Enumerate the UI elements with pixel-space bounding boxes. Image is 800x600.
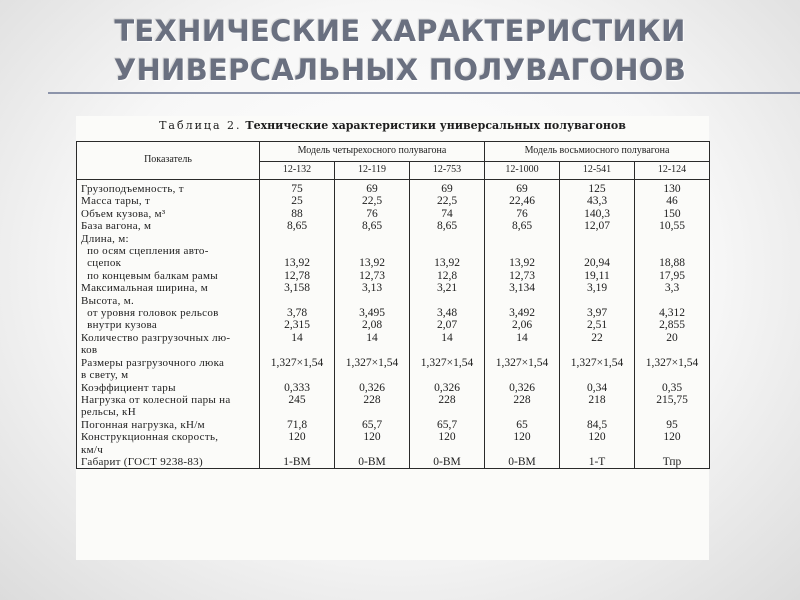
row-value-line [485,245,559,257]
row-value [635,282,710,294]
row-value-line: 14 [441,331,453,344]
row-value [260,382,335,394]
row-value-line: 19,11 [584,269,610,282]
table-row [77,357,710,382]
row-value-line [335,444,409,456]
row-value-line [260,295,334,307]
row-value [410,180,485,196]
row-value-line: 0,326 [509,381,535,394]
row-value-line: 3,134 [509,282,535,295]
row-value-line: 20 [666,331,678,344]
row-value-line [410,444,484,456]
row-value [485,394,560,419]
row-value [260,195,335,207]
row-value [635,382,710,394]
row-value-line [410,233,484,245]
row-value [410,295,485,332]
row-value [635,332,710,357]
row-value-line [560,444,634,456]
row-value [635,357,710,382]
row-value-line: 1,327×1,54 [420,356,474,369]
row-param [77,394,260,419]
row-param [77,357,260,382]
row-value [635,456,710,469]
row-value [335,295,410,332]
row-value-line: 13,92 [434,257,460,270]
row-value-line: 0-ВМ [358,455,386,468]
row-value [335,382,410,394]
row-value [560,220,635,232]
row-param [77,431,260,456]
row-value [635,220,710,232]
row-value [485,456,560,469]
row-param [77,233,260,283]
row-value-line [635,369,709,381]
table-caption-label: Таблица 2. [159,119,242,132]
row-value-line: 0,326 [359,381,385,394]
row-value [260,208,335,220]
row-value-line: 46 [666,195,678,208]
row-value-line [260,344,334,356]
row-value [560,195,635,207]
row-param-line: Конструкционная скорость, [81,431,219,444]
table-row [77,382,710,394]
row-param-line: Габарит (ГОСТ 9238-83) [81,455,203,468]
table-row [77,419,710,431]
row-value [260,394,335,419]
row-value-line [485,344,559,356]
row-value-line: 13,92 [509,257,535,270]
row-param-line: Максимальная ширина, м [81,282,209,295]
row-value [260,233,335,283]
row-value-line: 8,65 [511,220,533,233]
row-value-line [260,406,334,418]
row-value-line: 20,94 [584,257,610,270]
row-value [560,233,635,283]
title-divider [48,92,800,94]
row-value-line: 12,78 [284,269,310,282]
row-value-line: 130 [663,183,681,195]
row-value-line [410,245,484,257]
row-value-line: 228 [513,393,531,406]
row-value [485,180,560,196]
table-row [77,332,710,357]
row-value [410,233,485,283]
row-value-line: 1,327×1,54 [570,356,624,369]
row-value-line: 120 [363,431,381,444]
row-value [560,394,635,419]
row-value-line [485,369,559,381]
row-value-line [335,406,409,418]
row-value [260,357,335,382]
row-param-line: База вагона, м [81,220,152,233]
row-value-line [260,369,334,381]
slide-title-line-2: УНИВЕРСАЛЬНЫХ ПОЛУВАГОНОВ [113,53,687,87]
row-value-line: 2,855 [659,319,685,332]
row-value-line: 2,07 [436,319,458,332]
row-value-line [635,406,709,418]
row-value [635,208,710,220]
row-value [410,456,485,469]
row-value [485,208,560,220]
row-value-line: 76 [366,207,378,220]
row-value-line [560,344,634,356]
row-value [485,431,560,456]
row-param-line: Объем кузова, м³ [81,207,166,220]
row-value-line: 76 [516,207,528,220]
table-row [77,456,710,469]
row-value-line: 69 [366,183,378,195]
row-value [560,180,635,196]
row-value [635,233,710,283]
row-param-line: Коэффициент тары [81,381,176,394]
row-value-line: 3,13 [361,282,383,295]
row-value-line [485,295,559,307]
row-value-line: 1,327×1,54 [345,356,399,369]
row-value-line: 14 [366,331,378,344]
row-value-line [335,245,409,257]
row-value [560,332,635,357]
row-value-line: 22,46 [509,195,535,208]
row-value [335,233,410,283]
row-value-line: 0-ВМ [508,455,536,468]
row-value-line: 65,7 [436,418,458,431]
row-value [560,419,635,431]
row-value-line [560,295,634,307]
row-value-line: 120 [513,431,531,444]
row-value-line: 3,48 [436,307,458,320]
table-row [77,220,710,232]
row-value-line: 22,5 [436,195,458,208]
row-value-line: 12,73 [359,269,385,282]
row-value [410,208,485,220]
row-value [260,332,335,357]
row-value-line: 65 [516,418,528,431]
row-value-line: 71,8 [286,418,308,431]
row-value-line [335,344,409,356]
row-param-line: по концевым балкам рамы [81,269,218,282]
row-value-line: 150 [663,207,681,220]
row-value [410,394,485,419]
row-value-line [485,406,559,418]
table-row [77,208,710,220]
row-value-line [635,344,709,356]
row-value [485,332,560,357]
row-value-line: 3,158 [284,282,310,295]
row-param [77,220,260,232]
row-value-line: 8,65 [286,220,308,233]
row-value-line [410,406,484,418]
row-value-line: 3,78 [286,307,308,320]
row-value-line: 75 [291,183,303,195]
row-value-line: 228 [438,393,456,406]
header-model: 12-119 [335,162,410,180]
row-value-line: 120 [588,431,606,444]
row-value-line: 8,65 [436,220,458,233]
row-value [560,382,635,394]
row-value-line: 43,3 [586,195,608,208]
row-value-line: 0,34 [586,381,608,394]
row-value [260,180,335,196]
row-value-line: 0-ВМ [433,455,461,468]
row-value [485,233,560,283]
row-value [560,456,635,469]
table-row [77,180,710,196]
header-model: 12-753 [410,162,485,180]
row-value-line: 1-ВМ [283,455,311,468]
row-param-line: по осям сцепления авто- [81,245,209,258]
row-value [410,282,485,294]
row-value [485,419,560,431]
header-model: 12-124 [635,162,710,180]
slide-title [0,12,800,90]
row-value-line: 12,73 [509,269,535,282]
header-model: 12-541 [560,162,635,180]
row-value-line: 120 [663,431,681,444]
row-value [485,195,560,207]
row-value-line: 1,327×1,54 [645,356,699,369]
row-value-line [560,233,634,245]
row-value-line: 74 [441,207,453,220]
row-value-line: 14 [291,331,303,344]
row-value-line: 2,06 [511,319,533,332]
row-param-line: км/ч [81,443,104,456]
row-param [77,456,260,469]
row-value [335,180,410,196]
row-value-line [485,233,559,245]
header-group-eight-axle: Модель восьмиосного полувагона [485,142,710,162]
row-value [335,220,410,232]
row-value [335,332,410,357]
table-row [77,431,710,456]
row-value [485,282,560,294]
row-value [635,394,710,419]
row-value [410,220,485,232]
table-row [77,233,710,283]
row-value-line: 13,92 [284,257,310,270]
row-value-line: 4,312 [659,307,685,320]
row-param-line: сцепок [81,257,122,270]
row-value [485,357,560,382]
row-value-line: 0,35 [661,381,683,394]
row-value [410,332,485,357]
row-value-line [485,444,559,456]
row-value-line [560,406,634,418]
row-param-line: Высота, м. [81,294,134,307]
table-caption [76,119,709,132]
row-value-line: 8,65 [361,220,383,233]
row-value-line: 3,492 [509,307,535,320]
row-value-line [260,245,334,257]
row-value-line: 218 [588,393,606,406]
row-param-line: рельсы, кН [81,406,136,419]
row-value-line: 2,08 [361,319,383,332]
table-row [77,394,710,419]
row-value-line [635,444,709,456]
row-param-line: Масса тары, т [81,195,151,208]
row-value-line: 84,5 [586,418,608,431]
row-value-line: 245 [288,393,306,406]
row-value-line [260,233,334,245]
row-param-line: Длина, м: [81,232,129,245]
row-param [77,419,260,431]
row-value [410,431,485,456]
row-value-line: 25 [291,195,303,208]
row-value-line: 120 [288,431,306,444]
row-param-line: Грузоподъемность, т [81,183,184,195]
row-value [560,357,635,382]
row-value-line [260,444,334,456]
row-value-line [635,233,709,245]
row-value-line [635,295,709,307]
row-value-line [410,295,484,307]
row-param [77,382,260,394]
row-value-line: 3,19 [586,282,608,295]
slide-title-line-1: ТЕХНИЧЕСКИЕ ХАРАКТЕРИСТИКИ [114,14,686,48]
row-value [260,431,335,456]
row-param-line: в свету, м [81,369,129,382]
spec-table [76,141,710,469]
row-value-line [410,344,484,356]
row-value [410,357,485,382]
row-param-line: Количество разгрузочных лю- [81,331,231,344]
row-value-line: 0,326 [434,381,460,394]
row-value-line: 22 [591,331,603,344]
row-value-line [335,369,409,381]
row-value [260,220,335,232]
row-param [77,332,260,357]
row-value-line: 1,327×1,54 [495,356,549,369]
row-value-line: 69 [441,183,453,195]
row-value-line: 65,7 [361,418,383,431]
row-value-line: 3,97 [586,307,608,320]
row-value-line: 0,333 [284,381,310,394]
row-value-line: 1-Т [588,455,606,468]
table-row [77,195,710,207]
row-value-line: 2,315 [284,319,310,332]
row-value [485,295,560,332]
header-model: 12-1000 [485,162,560,180]
row-value-line: 69 [516,183,528,195]
table-row [77,282,710,294]
row-param [77,195,260,207]
row-value-line: 3,21 [436,282,458,295]
row-value-line: 120 [438,431,456,444]
row-value-line: Тпр [662,455,682,468]
row-param-line: Нагрузка от колесной пары на [81,393,231,406]
row-value-line [410,369,484,381]
row-value [635,419,710,431]
row-value-line: 10,55 [659,220,685,233]
row-value [260,282,335,294]
row-param [77,180,260,196]
row-value [335,282,410,294]
row-value-line: 17,95 [659,269,685,282]
row-param-line: Размеры разгрузочного люка [81,356,225,369]
row-value-line: 3,3 [664,282,680,295]
row-value [335,456,410,469]
header-group-four-axle: Модель четырехосного полувагона [260,142,485,162]
row-value [410,195,485,207]
row-value-line: 95 [666,418,678,431]
row-param [77,282,260,294]
row-value [335,394,410,419]
row-value-line: 215,75 [656,393,688,406]
row-value [560,208,635,220]
row-param-line: ков [81,344,98,357]
header-param: Показатель [77,142,260,180]
row-value [635,180,710,196]
row-value [485,382,560,394]
header-model: 12-132 [260,162,335,180]
table-caption-text: Технические характеристики универсальных полувагонов [245,119,626,132]
row-value [560,431,635,456]
row-value [260,456,335,469]
row-value-line: 22,5 [361,195,383,208]
row-param [77,208,260,220]
row-value-line: 13,92 [359,257,385,270]
row-value [560,282,635,294]
row-value [260,295,335,332]
row-value [335,431,410,456]
row-value-line [560,245,634,257]
row-value-line: 140,3 [584,207,610,220]
row-value-line: 12,8 [436,269,458,282]
row-value [485,220,560,232]
row-value [335,208,410,220]
row-value [410,382,485,394]
row-value-line: 1,327×1,54 [270,356,324,369]
row-value-line: 18,88 [659,257,685,270]
row-value [335,419,410,431]
row-param-line: внутри кузова [81,319,158,332]
row-value [635,295,710,332]
row-value-line: 12,07 [584,220,610,233]
row-value [635,195,710,207]
row-value-line [335,295,409,307]
row-value [560,295,635,332]
row-value-line: 88 [291,207,303,220]
row-param [77,295,260,332]
table-scan-image [76,116,709,560]
row-value-line: 228 [363,393,381,406]
row-value-line [335,233,409,245]
row-value [410,419,485,431]
row-value-line: 3,495 [359,307,385,320]
row-value [335,195,410,207]
row-value-line: 2,51 [586,319,608,332]
row-param-line: Погонная нагрузка, кН/м [81,418,205,431]
row-value-line: 125 [588,183,606,195]
row-value [260,419,335,431]
row-value-line [560,369,634,381]
row-value [635,431,710,456]
row-value-line [635,245,709,257]
row-value-line: 14 [516,331,528,344]
table-row [77,295,710,332]
row-value [335,357,410,382]
row-param-line: от уровня головок рельсов [81,307,219,320]
